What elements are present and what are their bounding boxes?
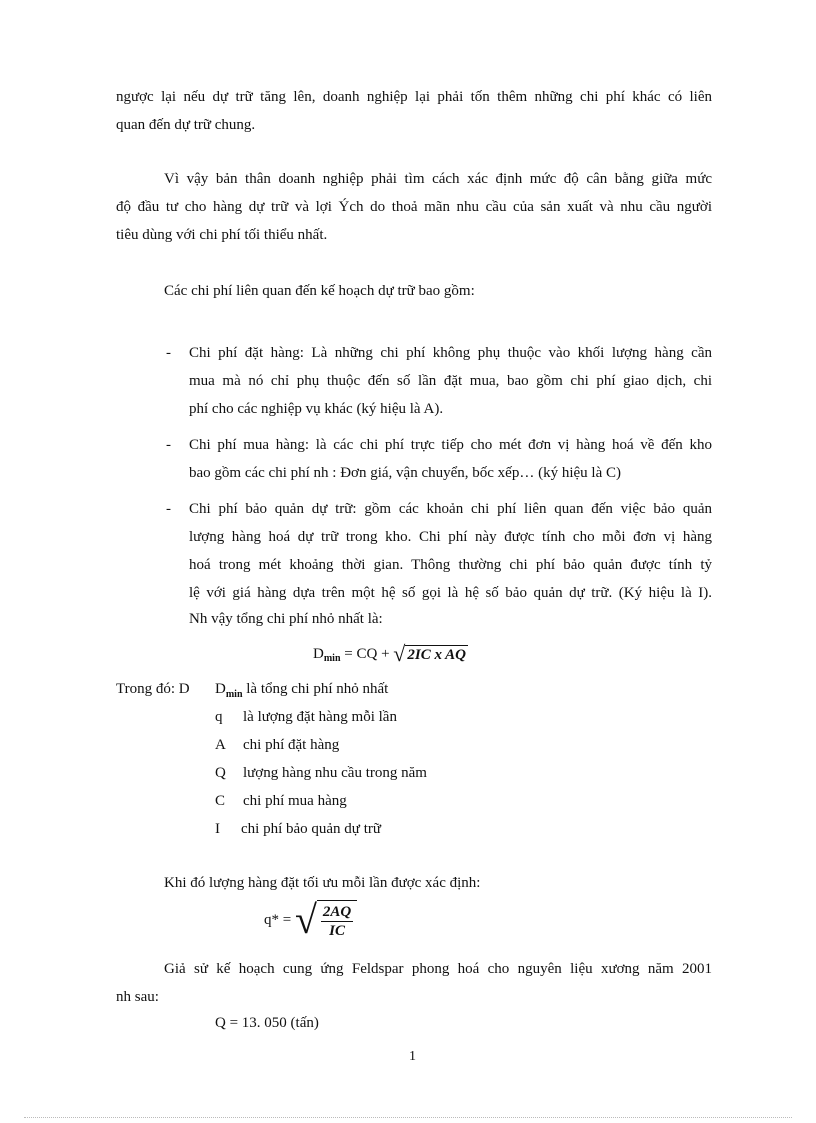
legend-dmin — [215, 680, 388, 700]
optimal-order-formula — [264, 897, 357, 942]
legend-dmin-subscript: min — [225, 689, 243, 700]
sqrt-symbol: √ — [393, 641, 406, 666]
formula-numerator: 2AQ — [322, 904, 352, 920]
legend-symbol: q — [215, 709, 223, 725]
legend-desc: chi phí mua hàng — [243, 793, 347, 809]
formula-lhs: q* = — [264, 911, 295, 928]
formula-fraction — [317, 900, 357, 940]
formula-middle: = CQ + — [340, 645, 394, 662]
legend-symbol: Q — [215, 765, 226, 781]
legend-dmin-symbol: D — [215, 681, 226, 697]
bullet-marker: - — [166, 437, 171, 453]
page-number: 1 — [409, 1049, 416, 1064]
paragraph-line: Giả sử kế hoạch cung ứng Feldspar phong hoá cho nguyên liệu xương năm 2001 — [164, 961, 712, 977]
sqrt-symbol: √ — [294, 897, 317, 942]
paragraph-line: ngược lại nếu dự trữ tăng lên, doanh nghiệp lại phải tốn thêm những chi phí khác có liên — [116, 89, 712, 105]
total-cost-formula — [313, 643, 468, 665]
bullet-line: Chi phí bảo quản dự trữ: gồm các khoản chi phí liên quan đến việc bảo quản — [189, 501, 712, 517]
legend-desc: chi phí đặt hàng — [243, 737, 340, 753]
page-bottom-rule — [24, 1117, 792, 1118]
bullet-line: Chi phí mua hàng: là các chi phí trực tiếp cho mét đơn vị hàng hoá về đến kho — [189, 437, 712, 453]
legend-symbol: A — [215, 737, 226, 753]
paragraph-line: nh sau: — [116, 989, 159, 1005]
legend-symbol: I — [215, 821, 220, 837]
bullet-marker: - — [166, 501, 171, 517]
formula-denominator: IC — [329, 923, 346, 939]
bullet-line: lệ với giá hàng dựa trên một hệ số gọi là hệ số bảo quản dự trữ. (Ký hiệu là I). — [189, 585, 712, 601]
paragraph-line: Khi đó lượng hàng đặt tối ưu mỗi lần được xác định: — [164, 875, 481, 891]
legend-desc: chi phí bảo quản dự trữ — [241, 821, 381, 837]
legend-intro: Trong đó: D — [116, 681, 190, 697]
formula-lhs-subscript: min — [323, 652, 341, 664]
paragraph-line: Vì vậy bản thân doanh nghiệp phải tìm cách xác định mức độ cân bằng giữa mức — [164, 171, 712, 187]
bullet-line: lượng hàng hoá dự trữ trong kho. Chi phí này được tính cho mỗi đơn vị hàng — [189, 529, 712, 545]
bullet-line: Nh vậy tổng chi phí nhỏ nhất là: — [189, 611, 383, 627]
bullet-line: Chi phí đặt hàng: Là những chi phí không phụ thuộc vào khối lượng hàng cần — [189, 345, 712, 361]
formula-radicand: 2IC x AQ — [407, 646, 466, 663]
bullet-marker: - — [166, 345, 171, 361]
legend-desc: là lượng đặt hàng mỗi lần — [243, 709, 397, 725]
formula-lhs: D — [313, 645, 324, 662]
legend-symbol: C — [215, 793, 226, 809]
bullet-line: mua mà nó chỉ phụ thuộc đến số lần đặt mua, bao gồm chi phí giao dịch, chi — [189, 373, 712, 389]
bullet-line: bao gồm các chi phí nh : Đơn giá, vận chuyển, bốc xếp… (ký hiệu là C) — [189, 465, 621, 481]
bullet-line: phí cho các nghiệp vụ khác (ký hiệu là A). — [189, 401, 444, 417]
legend-dmin-desc: là tổng chi phí nhỏ nhất — [242, 681, 389, 697]
paragraph-line: quan đến dự trữ chung. — [116, 117, 256, 133]
paragraph-line: độ đầu tư cho hàng dự trữ và lợi Ých do thoả mãn nhu cầu của sản xuất và nhu cầu người — [116, 199, 712, 215]
legend-desc: lượng hàng nhu cầu trong năm — [243, 765, 427, 781]
paragraph-line: Các chi phí liên quan đến kế hoạch dự trữ bao gồm: — [164, 283, 475, 299]
paragraph-line: tiêu dùng với chi phí tối thiểu nhất. — [116, 227, 328, 243]
bullet-line: hoá trong mét khoảng thời gian. Thông thường chi phí bảo quản được tính tỷ — [189, 557, 712, 573]
paragraph-line: Q = 13. 050 (tấn) — [215, 1015, 319, 1031]
